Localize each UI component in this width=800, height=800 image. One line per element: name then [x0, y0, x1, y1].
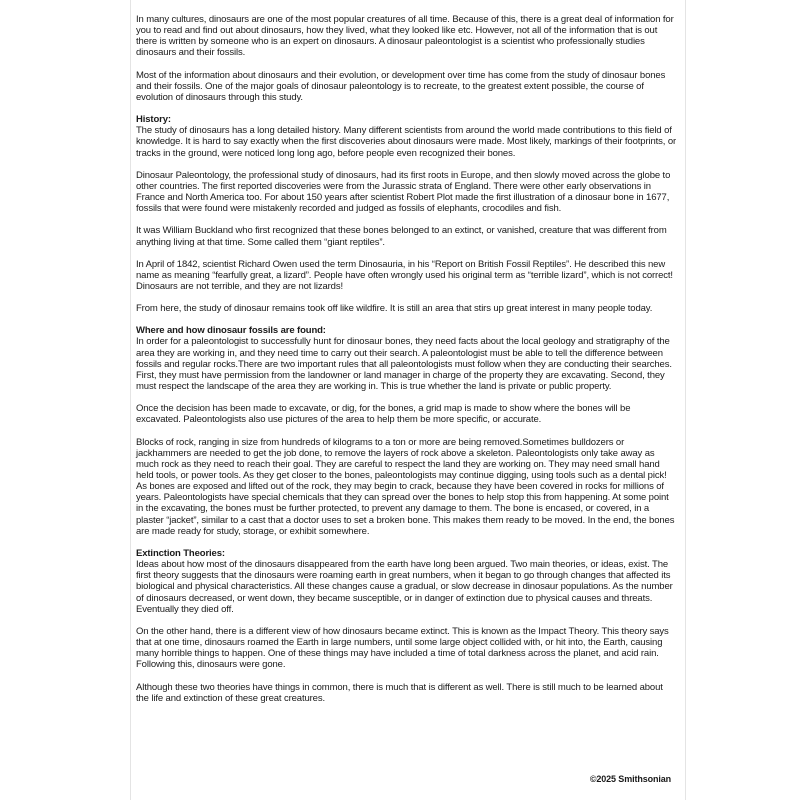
- intro-paragraph-1: In many cultures, dinosaurs are one of the most popular creatures of all time. Because of this, there is a great deal of information for you to read and find out about dinosaurs, how they lived, what they looked like etc. However, not all of the information that is out there is written by someone who is an expert on dinosaurs. A dinosaur paleontologist is a scientist who professionally studies dinosaurs and their fossils.: [136, 14, 674, 59]
- fossil-finding-section: [136, 325, 677, 537]
- history-section: [136, 114, 677, 314]
- history-paragraph-1: The study of dinosaurs has a long detailed history. Many different scientists from around the world made contributions to this field of knowledge. It is hard to say exactly when the first discoveries about dinosaurs were made. Most likely, markings of their footprints, or tracks in the ground, were noticed long long ago, before people even recognized their bones.: [136, 125, 677, 159]
- history-paragraph-2: Dinosaur Paleontology, the professional study of dinosaurs, had its first roots in Europe, and then slowly moved across the globe to other countries. The first reported discoveries were from the Jurassic strata of England. There were other early observations in France and North America too. For about 150 years after scientist Robert Plot made the first illustration of a dinosaur bone in 1677, fossils that were found were mistakenly recorded and judged as fossils of elephants, crocodiles and fish.: [136, 169, 671, 215]
- history-paragraph-4: In April of 1842, scientist Richard Owen used the term Dinosauria, in his “Report on British Fossil Reptiles”. He described this new name as meaning “fearfully great, a lizard”. People have often wrongly used his original term as “terrible lizard”, which is not correct! Dinosaurs are not terrible, and they are not lizards!: [136, 258, 673, 292]
- extinction-paragraph-2: On the other hand, there is a different view of how dinosaurs became extinct. This is known as the Impact Theory. This theory says that at one time, dinosaurs roamed the Earth in large numbers, until some large object collided with, or hit into, the Earth, causing many horrible things to happen. One of these things may have included a time of total darkness across the planet, and acid rain. Following this, dinosaurs were gone.: [136, 625, 669, 671]
- document-page: [130, 0, 686, 800]
- extinction-heading: Extinction Theories:: [136, 547, 225, 559]
- fossil-finding-heading: Where and how dinosaur fossils are found:: [136, 325, 326, 337]
- fossil-finding-paragraph-1: In order for a paleontologist to successfully hunt for dinosaur bones, they need facts about the local geology and stratigraphy of the area they are working in, and they need time to carry out their search. A paleontologist must be able to tell the difference between fossils and regular rocks.There are two important rules that all paleontologists must follow when they are conducting their searches. First, they must have permission from the landowner or land manager in charge of the property they are excavating. Second, they must respect the landscape of the area they are working in. This is true whether the land is private or public property.: [136, 336, 672, 393]
- extinction-section: [136, 548, 677, 704]
- extinction-paragraph-3: Although these two theories have things in common, there is much that is different as well. There is still much to be learned about the life and extinction of these great creatures.: [136, 681, 663, 704]
- extinction-paragraph-1: Ideas about how most of the dinosaurs disappeared from the earth have long been argued. Two main theories, or ideas, exist. The first theory suggests that the dinosaurs were roaming earth in great numbers, when it began to go through changes that affected its biological and physical characteristics. All these changes cause a gradual, or slow decrease in dinosaur populations. As the number of dinosaurs decreased, or went down, they became susceptible, or in danger of extinction due to physical causes and threats. Eventually they died off.: [136, 559, 673, 615]
- copyright-footer: ©2025 Smithsonian: [589, 774, 671, 784]
- history-paragraph-3: It was William Buckland who first recognized that these bones belonged to an extinct, or vanished, creature that was different from anything living at that time. Some called them “giant reptiles”.: [136, 225, 667, 248]
- fossil-finding-paragraph-2: Once the decision has been made to excavate, or dig, for the bones, a grid map is made to show where the bones will be excavated. Paleontologists also use pictures of the area to help them be more specific, or accurate.: [136, 403, 631, 426]
- fossil-finding-paragraph-3: Blocks of rock, ranging in size from hundreds of kilograms to a ton or more are being removed.Sometimes bulldozers or jackhammers are needed to get the job done, to remove the layers of rock above a skeleton. Paleontologists only take away as much rock as they need to reach their goal. They are careful to respect the land they are working on. They may need small hand held tools, or power tools. As they get closer to the bones, paleontologists may continue digging, using tools such as a dental pick! As bones are exposed and lifted out of the rock, they may begin to crack, because they have been covered in rocks for millions of years. Paleontologists have special chemicals that they can spread over the bones to help stop this from happening. At some point in the excavating, the bones must be further protected, to prevent any damage to them. The bone is encased, or covered, in a plaster “jacket”, similar to a cast that a doctor uses to set a broken bone. This makes them ready to be moved. In the end, the bones are made ready for study, storage, or exhibit somewhere.: [136, 436, 675, 537]
- history-paragraph-5: From here, the study of dinosaur remains took off like wildfire. It is still an area that stirs up great interest in many people today.: [136, 303, 653, 315]
- history-heading: History:: [136, 114, 171, 126]
- intro-paragraph-2: Most of the information about dinosaurs and their evolution, or development over time has come from the study of dinosaur bones and their fossils. One of the major goals of dinosaur paleontology is to recreate, to the greatest extent possible, the course of evolution of dinosaurs through this study.: [136, 69, 666, 103]
